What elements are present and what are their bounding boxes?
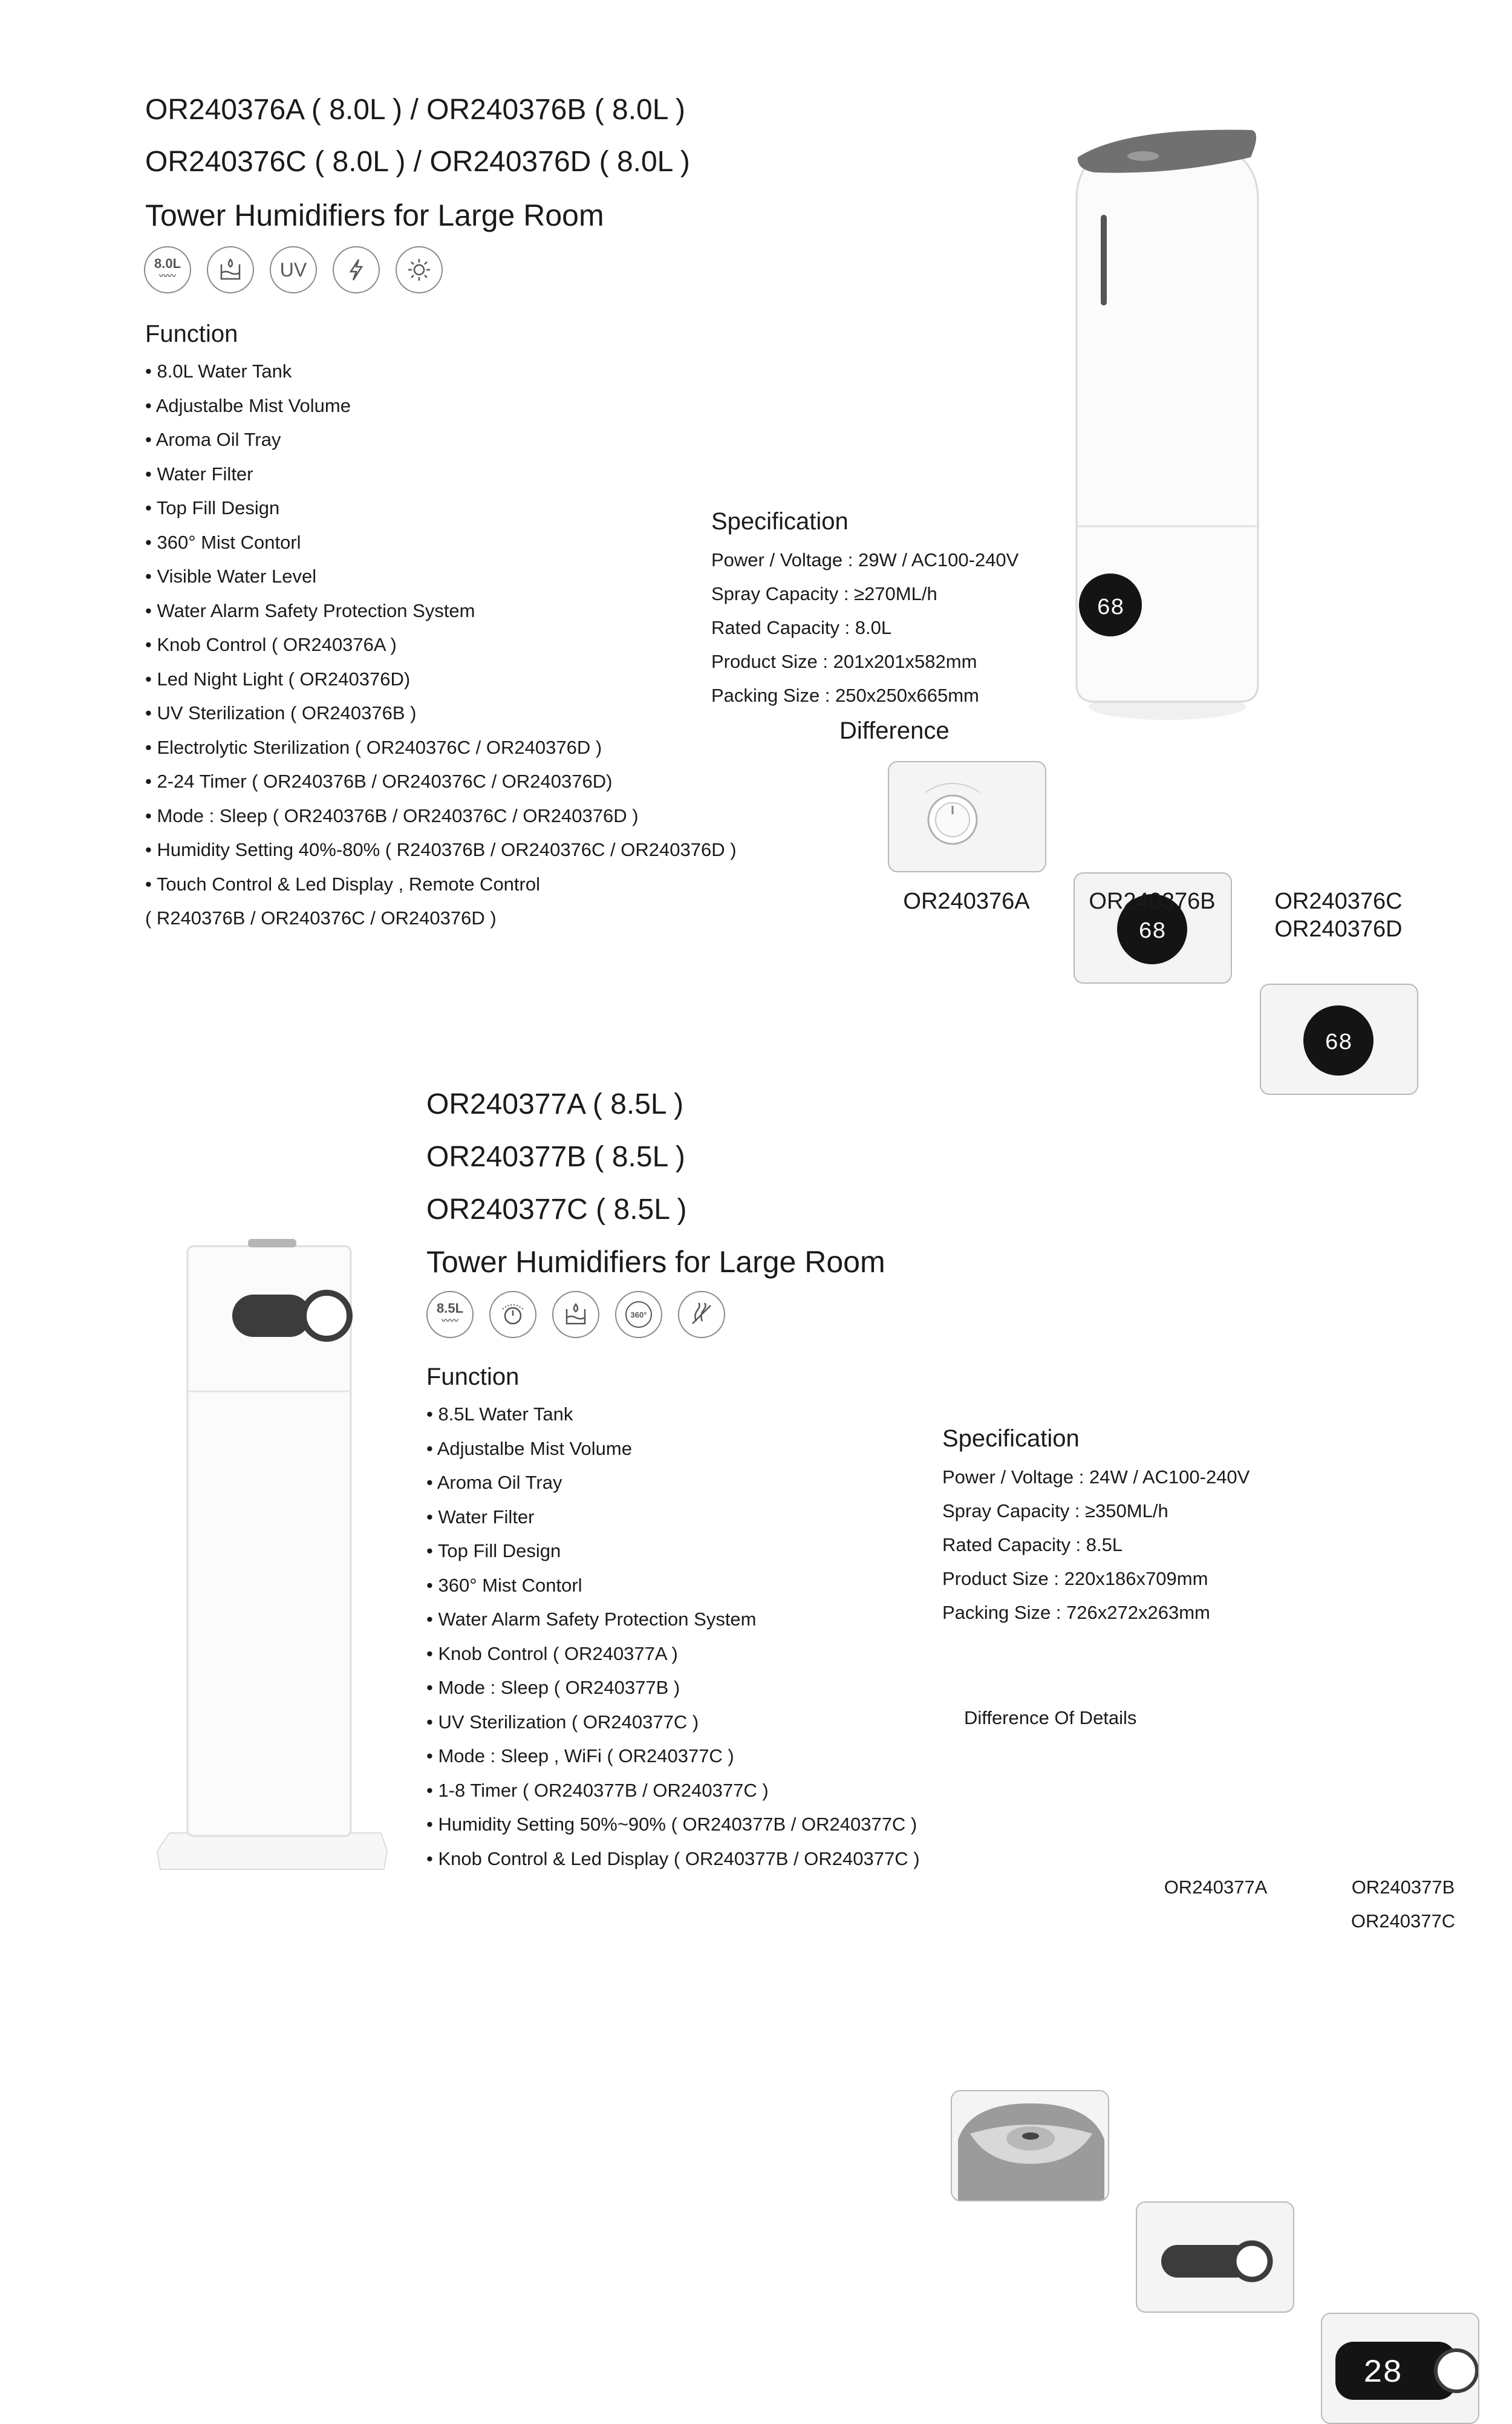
model-line: OR240376A ( 8.0L ) / OR240376B ( 8.0L ) (145, 94, 685, 126)
spec-item: Product Size : 220x186x709mm (942, 1568, 1208, 1589)
product-image-tower-round (1052, 121, 1270, 726)
list-item: • Led Night Light ( OR240376D) (145, 668, 411, 690)
list-item: • Mode : Sleep , WiFi ( OR240377C ) (426, 1745, 734, 1766)
caption: OR240377B (1351, 1877, 1455, 1898)
water-tank-icon (207, 246, 254, 293)
list-item: • Water Filter (426, 1506, 535, 1527)
no-mist-icon (678, 1291, 725, 1338)
display-reading: 68 (1097, 595, 1124, 621)
list-item: • Knob Control ( OR240377A ) (426, 1642, 678, 1664)
list-item: • Adjustalbe Mist Volume (426, 1437, 632, 1459)
caption: OR240377A (1164, 1877, 1268, 1898)
thumb-led-display (1321, 2313, 1479, 2424)
spec-item: Rated Capacity : 8.5L (942, 1534, 1123, 1555)
function-list (426, 1397, 920, 1876)
caption: OR240377C (1351, 1910, 1456, 1932)
function-heading: Function (426, 1364, 520, 1390)
caption: OR240376C (1274, 889, 1403, 914)
caption: OR240376B (1089, 889, 1216, 914)
list-item: • Knob Control ( OR240376A ) (145, 634, 397, 655)
list-item: • Mode : Sleep ( OR240377B ) (426, 1677, 680, 1698)
list-item: • UV Sterilization ( OR240377C ) (426, 1711, 699, 1733)
spec-list (942, 1460, 1250, 1630)
list-item: • Aroma Oil Tray (426, 1472, 562, 1493)
list-item: • Touch Control & Led Display , Remote Control (145, 873, 540, 895)
spec-item: Spray Capacity : ≥350ML/h (942, 1500, 1168, 1521)
list-item: • 360° Mist Contorl (426, 1574, 582, 1596)
list-item: • 360° Mist Contorl (145, 531, 301, 553)
list-item: • 1-8 Timer ( OR240377B / OR240377C ) (426, 1779, 769, 1801)
spec-item: Product Size : 201x201x582mm (711, 651, 977, 672)
section1-models (145, 93, 690, 179)
thumb-top-view (951, 2090, 1109, 2201)
list-item: • Humidity Setting 50%~90% ( OR240377B / OR240377C ) (426, 1814, 917, 1835)
feature-icons (144, 246, 443, 293)
section2-models (426, 1088, 686, 1227)
function-heading: Function (145, 321, 238, 347)
spec-item: Packing Size : 726x272x263mm (942, 1602, 1210, 1623)
model-line: OR240377C ( 8.5L ) (426, 1194, 687, 1226)
list-item: • Aroma Oil Tray (145, 429, 281, 450)
difference-heading: Difference (839, 717, 950, 744)
timer-dial-icon (489, 1291, 536, 1338)
thumb-knob (1136, 2201, 1294, 2313)
product-title: Tower Humidifiers for Large Room (426, 1245, 885, 1279)
list-item: • Water Alarm Safety Protection System (145, 599, 475, 621)
list-item: • 8.0L Water Tank (145, 361, 292, 382)
list-item: • Mode : Sleep ( OR240376B / OR240376C / OR240376D ) (145, 805, 639, 826)
list-item: • Top Fill Design (145, 497, 280, 518)
list-item: • UV Sterilization ( OR240376B ) (145, 702, 417, 724)
list-item: • Top Fill Design (426, 1540, 561, 1561)
spec-item: Power / Voltage : 29W / AC100-240V (711, 549, 1019, 570)
svg-text:68: 68 (1138, 919, 1166, 945)
product-image-tower-square (151, 1234, 393, 1875)
water-tank-icon (552, 1291, 599, 1338)
list-item: • Electrolytic Sterilization ( OR240376C / OR240376D ) (145, 736, 602, 758)
model-line: OR240376C ( 8.0L ) / OR240376D ( 8.0L ) (145, 146, 690, 178)
spec-item: Rated Capacity : 8.0L (711, 617, 892, 638)
caption: OR240376A (903, 889, 1030, 914)
list-item: • Water Alarm Safety Protection System (426, 1609, 757, 1630)
capacity-8-5L-icon: 8.5L 〰〰 (426, 1291, 474, 1338)
capacity-8L-icon: 8.0L 〰〰 (144, 246, 191, 293)
list-item: • Adjustalbe Mist Volume (145, 394, 351, 416)
function-list (145, 354, 737, 936)
electrolytic-icon (333, 246, 380, 293)
spec-heading: Specification (711, 508, 849, 535)
spec-heading: Specification (942, 1425, 1080, 1452)
spec-item: Power / Voltage : 24W / AC100-240V (942, 1466, 1250, 1488)
thumb-knob (888, 761, 1046, 872)
thumb-touch-display-2 (1260, 984, 1418, 1095)
list-item: • Knob Control & Led Display ( OR240377B / OR240377C ) (426, 1847, 920, 1869)
model-line: OR240377A ( 8.5L ) (426, 1088, 684, 1120)
uv-icon: UV (270, 246, 317, 293)
spec-item: Packing Size : 250x250x665mm (711, 685, 979, 706)
caption: OR240376D (1274, 916, 1403, 942)
svg-text:28: 28 (1363, 2355, 1403, 2392)
list-item: • Humidity Setting 40%-80% ( R240376B / OR240376C / OR240376D ) (145, 839, 737, 860)
feature-icons (426, 1291, 725, 1338)
spec-list (711, 543, 1018, 713)
list-item: • Visible Water Level (145, 566, 317, 587)
night-light-icon (396, 246, 443, 293)
difference-heading: Difference Of Details (964, 1707, 1137, 1728)
list-item: • Water Filter (145, 463, 253, 485)
list-item: ( R240376B / OR240376C / OR240376D ) (145, 907, 497, 929)
list-item: • 2-24 Timer ( OR240376B / OR240376C / OR240376D) (145, 771, 613, 792)
mist-360-icon: 360° (615, 1291, 662, 1338)
svg-text:68: 68 (1325, 1030, 1352, 1056)
spec-item: Spray Capacity : ≥270ML/h (711, 583, 937, 604)
list-item: • 8.5L Water Tank (426, 1403, 573, 1425)
product-title: Tower Humidifiers for Large Room (145, 198, 604, 232)
model-line: OR240377B ( 8.5L ) (426, 1141, 685, 1173)
